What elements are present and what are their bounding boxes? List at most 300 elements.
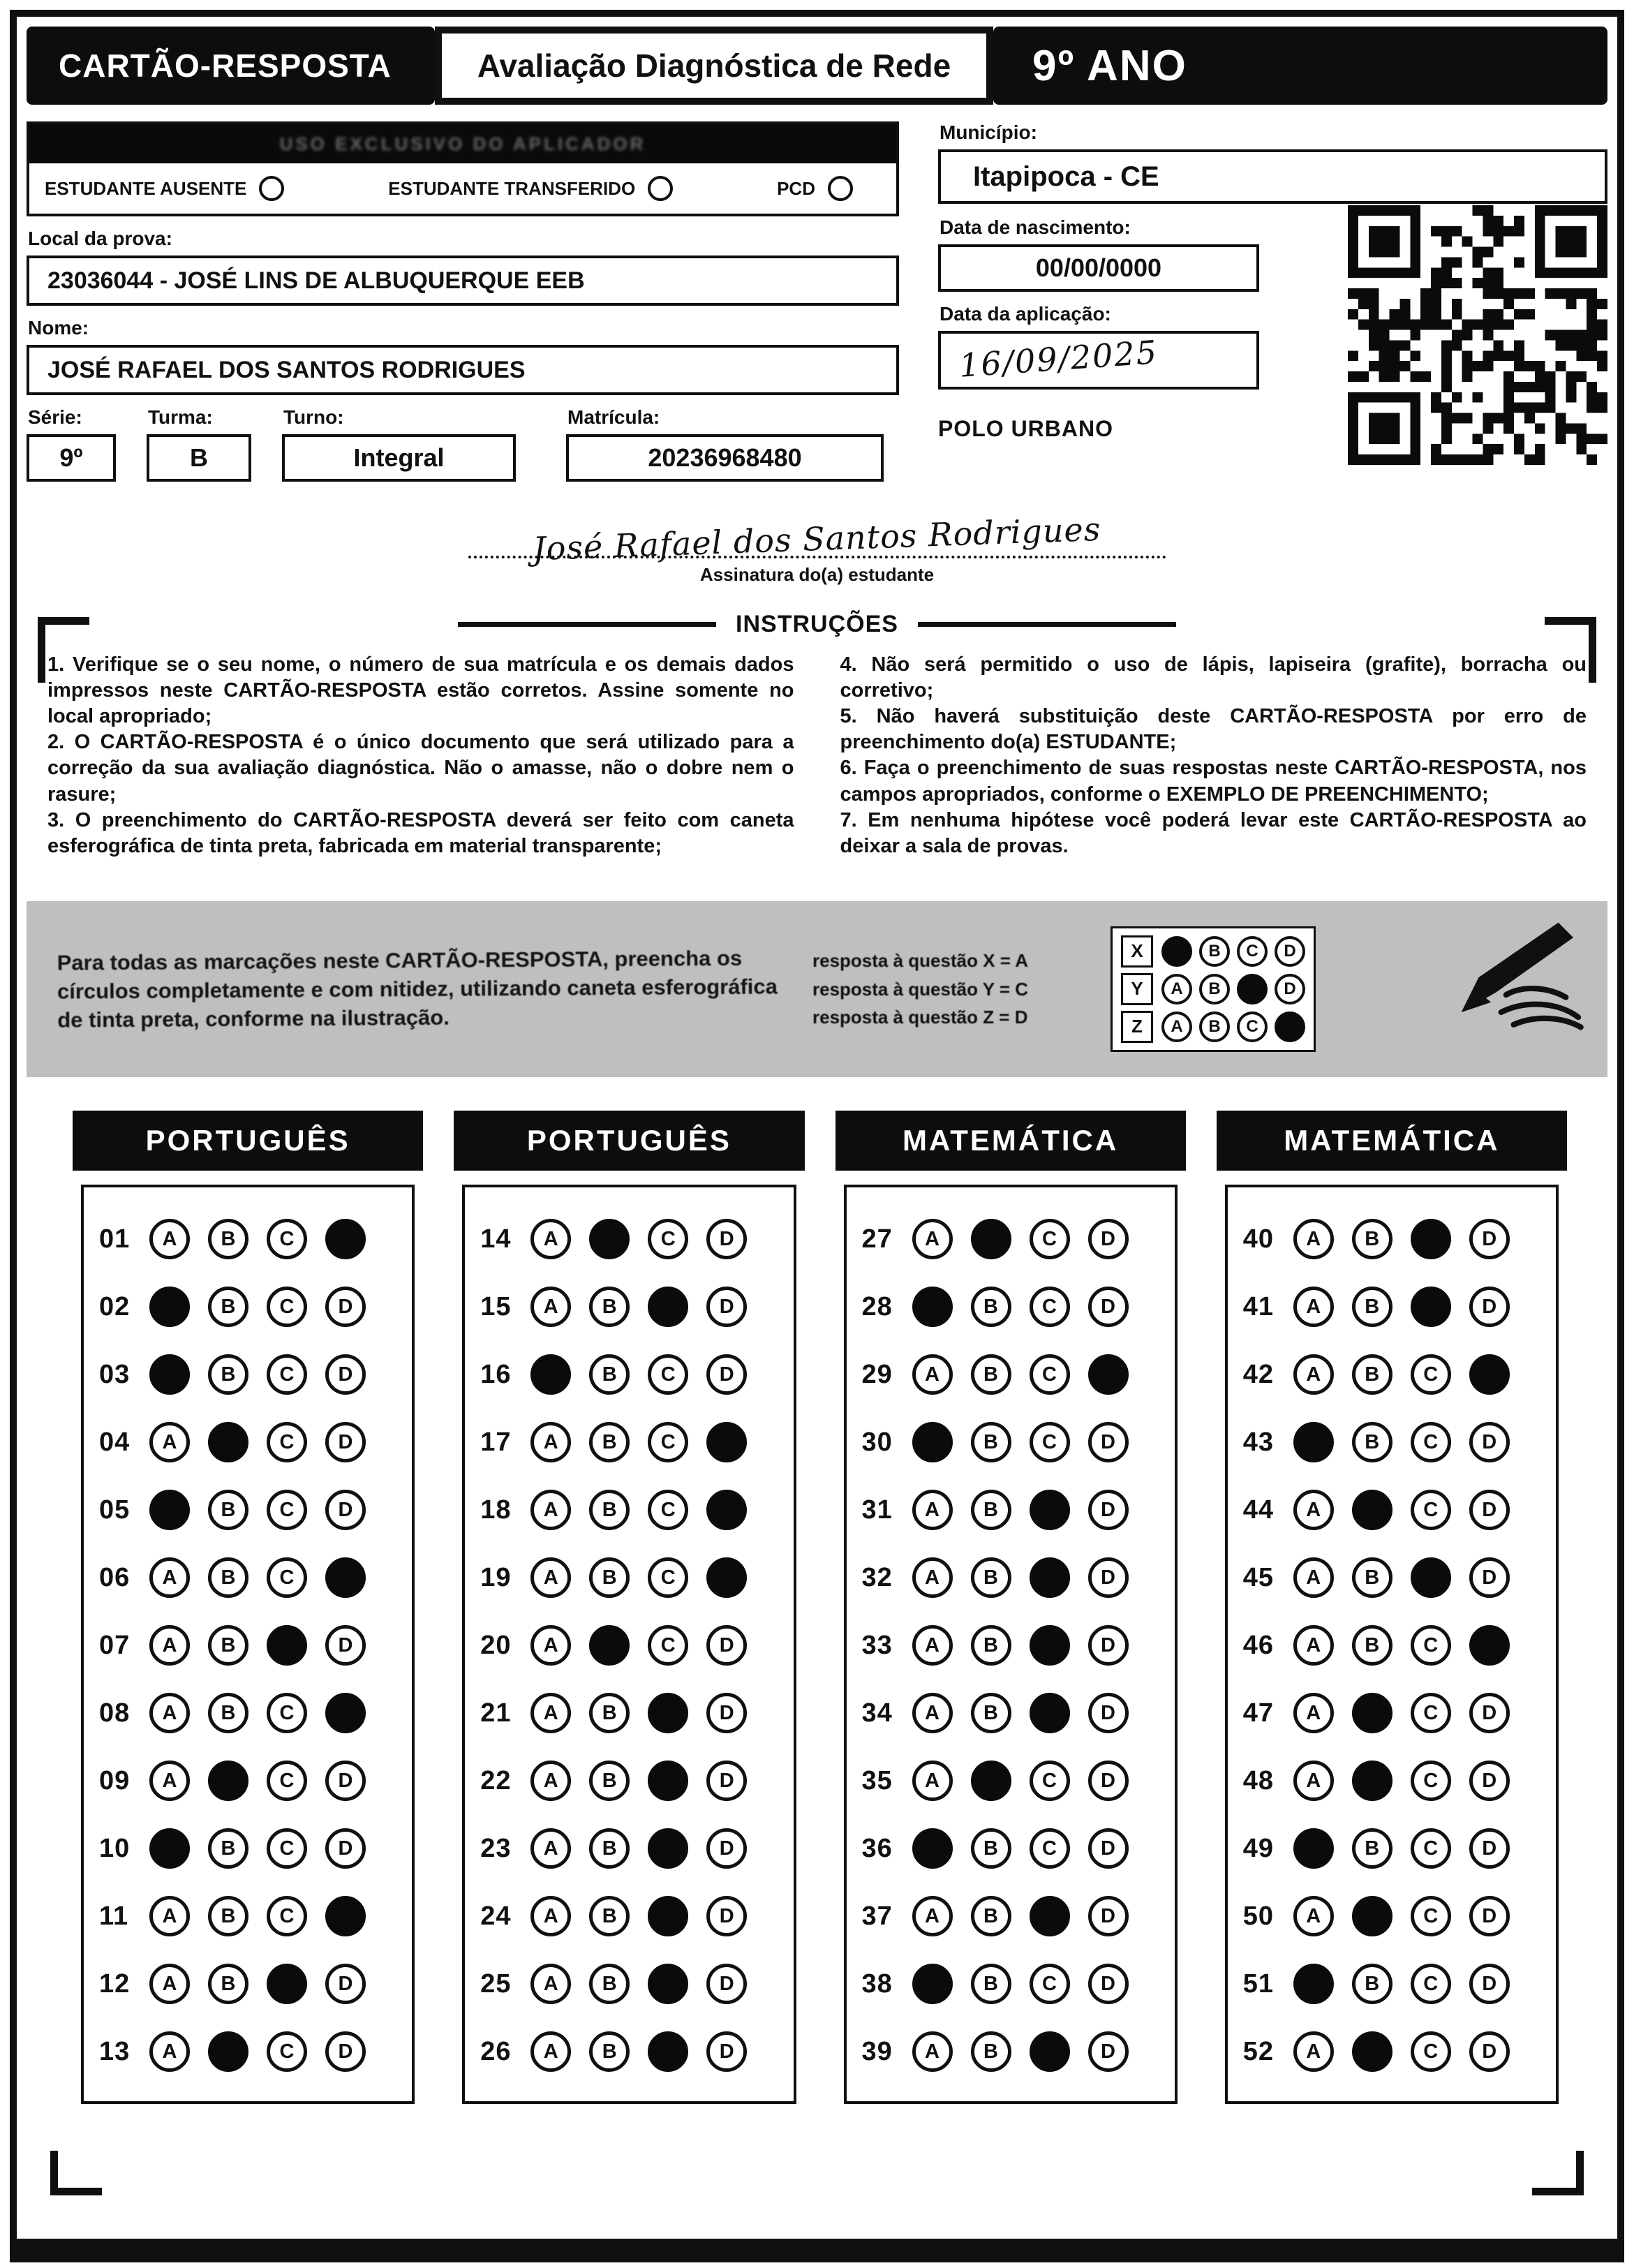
answer-bubble-d[interactable] (325, 1896, 366, 1936)
example-bubble-c (1237, 974, 1268, 1005)
question-row (862, 1883, 1169, 1950)
question-number: 19 (480, 1562, 512, 1592)
answer-bubble-c[interactable]: C (267, 1219, 307, 1259)
question-number: 25 (480, 1969, 512, 1999)
answer-bubble-c[interactable]: C (267, 1422, 307, 1462)
local-field (27, 255, 899, 306)
example-answer-note: resposta à questão Z = D (812, 1007, 1028, 1028)
municipio-value: Itapipoca - CE (973, 161, 1159, 192)
answer-bubble-d[interactable]: D (325, 1828, 366, 1869)
corner-bracket-bottom-right (1532, 2151, 1584, 2195)
answer-bubble-b[interactable] (208, 2031, 248, 2072)
answer-bubble-d[interactable]: D (706, 1761, 747, 1801)
matricula-value: 20236968480 (648, 443, 802, 472)
answer-bubble-c[interactable]: C (1030, 1287, 1070, 1327)
question-number: 30 (861, 1427, 893, 1457)
answer-bubble-d[interactable] (706, 1422, 747, 1462)
nome-label: Nome: (28, 317, 89, 339)
answer-bubble-b[interactable]: B (1352, 1625, 1392, 1666)
answer-bubble-d[interactable]: D (325, 2031, 366, 2072)
example-answer-note: resposta à questão Y = C (812, 978, 1029, 1000)
answer-bubble-b[interactable] (971, 1761, 1011, 1801)
question-number: 05 (99, 1495, 131, 1525)
question-row (480, 1273, 787, 1341)
answer-bubble-b[interactable] (1352, 1693, 1392, 1733)
question-number: 37 (861, 1901, 893, 1931)
question-bubbles (912, 1761, 1129, 1801)
answer-bubble-b[interactable]: B (589, 1490, 630, 1530)
answer-bubble-a[interactable]: A (530, 2031, 571, 2072)
fill-example-text: Para todas as marcações neste CARTÃO-RESPOSTA, preencha os círculos completamente e com nitidez, utilizando caneta esferográfica de tinta preta, conforme na ilustração. (57, 945, 778, 1032)
answer-bubble-b[interactable]: B (971, 1693, 1011, 1733)
question-number: 21 (480, 1698, 512, 1728)
answer-bubble-a[interactable]: A (149, 1964, 190, 2004)
question-number: 16 (480, 1359, 512, 1389)
answer-bubble-d[interactable]: D (1469, 1828, 1510, 1869)
answer-bubble-b[interactable]: B (208, 1964, 248, 2004)
answer-bubble-d[interactable]: D (706, 1896, 747, 1936)
answer-bubble-d[interactable] (706, 1490, 747, 1530)
answer-bubble-b[interactable]: B (589, 1354, 630, 1395)
answer-bubble-c[interactable]: C (1411, 1896, 1451, 1936)
status-option-bubble[interactable] (259, 176, 284, 201)
question-number: 38 (861, 1969, 893, 1999)
answer-bubble-d[interactable]: D (706, 1354, 747, 1395)
example-bubble-d: D (1275, 974, 1305, 1005)
answer-bubble-d[interactable]: D (1469, 1557, 1510, 1598)
answer-bubble-a[interactable]: A (1293, 1625, 1334, 1666)
answer-bubble-a[interactable]: A (1293, 1896, 1334, 1936)
answer-bubble-a[interactable] (149, 1490, 190, 1530)
answer-bubble-c[interactable] (267, 1625, 307, 1666)
instruction-item: 5. Não haverá substituição deste CARTÃO-RESPOSTA por erro de preenchimento do(a) ESTUDANTE; (840, 705, 1587, 754)
answer-bubble-b[interactable]: B (208, 1896, 248, 1936)
answer-bubble-c[interactable] (1411, 1557, 1451, 1598)
answer-bubble-c[interactable]: C (1030, 1828, 1070, 1869)
answer-bubble-d[interactable] (325, 1557, 366, 1598)
question-bubbles (1293, 1964, 1510, 2004)
answer-bubble-c[interactable]: C (1411, 2031, 1451, 2072)
answer-bubble-d[interactable]: D (706, 1828, 747, 1869)
answer-bubble-a[interactable]: A (912, 1896, 953, 1936)
answer-bubble-c[interactable] (1411, 1287, 1451, 1327)
answer-bubble-c[interactable]: C (267, 1693, 307, 1733)
applicator-box (27, 121, 899, 216)
answer-bubble-b[interactable]: B (971, 1490, 1011, 1530)
question-bubbles (912, 1828, 1129, 1869)
serie-turma-turno-matricula-row (27, 396, 899, 482)
answer-bubble-c[interactable]: C (1411, 1693, 1451, 1733)
answer-bubble-d[interactable]: D (1469, 1287, 1510, 1327)
status-option-label: ESTUDANTE TRANSFERIDO (388, 177, 636, 199)
answer-bubble-a[interactable]: A (1293, 1557, 1334, 1598)
answer-bubble-a[interactable] (912, 1964, 953, 2004)
answer-bubble-b[interactable]: B (208, 1219, 248, 1259)
polo-label: POLO URBANO (938, 416, 1113, 441)
answer-bubble-a[interactable]: A (530, 1219, 571, 1259)
answer-bubble-a[interactable]: A (912, 1625, 953, 1666)
answer-bubble-d[interactable]: D (325, 1761, 366, 1801)
answer-bubble-c[interactable]: C (1030, 1422, 1070, 1462)
answer-bubble-c[interactable]: C (267, 1287, 307, 1327)
answer-bubble-d[interactable]: D (1088, 1828, 1129, 1869)
answer-bubble-a[interactable]: A (912, 1490, 953, 1530)
answer-bubble-a[interactable]: A (530, 1693, 571, 1733)
answer-bubble-a[interactable]: A (149, 1557, 190, 1598)
form-right-column (938, 121, 1607, 482)
answer-bubble-d[interactable]: D (325, 1422, 366, 1462)
answer-bubble-d[interactable]: D (325, 1964, 366, 2004)
answer-bubble-a[interactable]: A (530, 1490, 571, 1530)
answer-bubble-d[interactable] (325, 1219, 366, 1259)
question-bubbles (149, 2031, 366, 2072)
answer-bubble-a[interactable] (149, 1354, 190, 1395)
answer-bubble-b[interactable]: B (971, 1625, 1011, 1666)
question-bubbles (149, 1828, 366, 1869)
answer-grid (1225, 1185, 1559, 2104)
question-row (862, 1341, 1169, 1409)
answer-bubble-d[interactable]: D (706, 1219, 747, 1259)
answer-bubble-d[interactable]: D (1469, 1964, 1510, 2004)
answer-bubble-b[interactable]: B (208, 1693, 248, 1733)
answer-bubble-b[interactable]: B (208, 1354, 248, 1395)
answer-bubble-a[interactable] (149, 1287, 190, 1327)
answer-bubble-b[interactable]: B (589, 1964, 630, 2004)
answer-bubble-a[interactable]: A (149, 1219, 190, 1259)
answer-bubble-c[interactable] (1030, 1490, 1070, 1530)
answer-bubble-a[interactable]: A (912, 1761, 953, 1801)
answer-bubble-c[interactable] (648, 1287, 688, 1327)
answer-bubble-d[interactable] (1469, 1625, 1510, 1666)
answer-bubble-d[interactable]: D (706, 1287, 747, 1327)
answer-bubble-a[interactable]: A (1293, 2031, 1334, 2072)
answer-bubble-d[interactable]: D (325, 1490, 366, 1530)
question-number: 11 (99, 1901, 129, 1931)
question-bubbles (1293, 1896, 1510, 1936)
answer-bubble-a[interactable] (912, 1828, 953, 1869)
example-row-label: Y (1121, 973, 1153, 1005)
example-bubble-b: B (1199, 1011, 1230, 1042)
answer-bubble-b[interactable]: B (589, 1761, 630, 1801)
answer-bubble-d[interactable]: D (1469, 1490, 1510, 1530)
answer-bubble-c[interactable]: C (267, 1557, 307, 1598)
answer-bubble-b[interactable]: B (1352, 1219, 1392, 1259)
answer-bubble-b[interactable]: B (208, 1557, 248, 1598)
answer-bubble-d[interactable]: D (1088, 1557, 1129, 1598)
example-grid (1111, 926, 1316, 1052)
answer-bubble-b[interactable]: B (589, 1896, 630, 1936)
answer-bubble-a[interactable] (1293, 1422, 1334, 1462)
answer-bubble-c[interactable]: C (1030, 1761, 1070, 1801)
answer-bubble-d[interactable]: D (1088, 1693, 1129, 1733)
answer-bubble-c[interactable]: C (1411, 1422, 1451, 1462)
question-number: 44 (1242, 1495, 1275, 1525)
status-option-bubble[interactable] (828, 176, 853, 201)
answer-bubble-b[interactable] (208, 1422, 248, 1462)
answer-bubble-b[interactable]: B (971, 1287, 1011, 1327)
answer-bubble-d[interactable] (325, 1693, 366, 1733)
nascimento-field (938, 244, 1259, 292)
answer-bubble-c[interactable]: C (648, 1557, 688, 1598)
answer-bubble-d[interactable]: D (325, 1625, 366, 1666)
answer-bubble-b[interactable]: B (208, 1625, 248, 1666)
question-bubbles (912, 1287, 1129, 1327)
answer-bubble-b[interactable] (1352, 1490, 1392, 1530)
question-bubbles (1293, 1828, 1510, 1869)
signature-caption: Assinatura do(a) estudante (699, 564, 935, 585)
example-grid-row (1121, 935, 1305, 968)
answer-bubble-c[interactable]: C (648, 1625, 688, 1666)
question-number: 13 (99, 2036, 131, 2066)
answer-bubble-d[interactable]: D (1088, 1761, 1129, 1801)
answer-bubble-b[interactable]: B (589, 1828, 630, 1869)
question-number: 31 (861, 1495, 893, 1525)
serie-field (27, 434, 116, 482)
answer-bubble-d[interactable]: D (1088, 1490, 1129, 1530)
turno-value: Integral (353, 443, 445, 472)
question-row (1243, 1409, 1550, 1476)
answer-bubble-c[interactable]: C (1411, 1828, 1451, 1869)
status-option-bubble[interactable] (648, 176, 673, 201)
answer-bubble-b[interactable]: B (1352, 1557, 1392, 1598)
answer-bubble-b[interactable] (208, 1761, 248, 1801)
answer-bubble-b[interactable]: B (1352, 1422, 1392, 1462)
answer-bubble-d[interactable]: D (706, 1625, 747, 1666)
answer-bubble-c[interactable]: C (1030, 1354, 1070, 1395)
answer-bubble-c[interactable]: C (267, 1490, 307, 1530)
question-row (480, 1883, 787, 1950)
answer-bubble-d[interactable] (1469, 1354, 1510, 1395)
answer-bubble-b[interactable]: B (1352, 1354, 1392, 1395)
answer-bubble-c[interactable]: C (267, 1896, 307, 1936)
answer-bubble-a[interactable]: A (149, 2031, 190, 2072)
answer-bubble-a[interactable]: A (530, 1557, 571, 1598)
answer-bubble-d[interactable]: D (706, 2031, 747, 2072)
answer-bubble-b[interactable] (1352, 2031, 1392, 2072)
answer-bubble-a[interactable]: A (530, 1964, 571, 2004)
answer-bubble-c[interactable] (1411, 1219, 1451, 1259)
question-number: 26 (480, 2036, 512, 2066)
answer-bubble-d[interactable]: D (1088, 1422, 1129, 1462)
answer-section-title: MATEMÁTICA (1217, 1111, 1567, 1171)
answer-bubble-a[interactable]: A (530, 1828, 571, 1869)
answer-bubble-a[interactable] (1293, 1828, 1334, 1869)
answer-bubble-b[interactable]: B (1352, 1287, 1392, 1327)
answer-bubble-b[interactable]: B (971, 1964, 1011, 2004)
answer-bubble-a[interactable]: A (149, 1896, 190, 1936)
answer-bubble-d[interactable]: D (1469, 1422, 1510, 1462)
answer-bubble-d[interactable]: D (706, 1964, 747, 2004)
answer-bubble-a[interactable]: A (530, 1896, 571, 1936)
dates-and-qr (938, 205, 1607, 465)
question-number: 34 (861, 1698, 893, 1728)
local-label: Local da prova: (28, 228, 172, 249)
answer-bubble-b[interactable] (971, 1219, 1011, 1259)
answer-grid (81, 1185, 415, 2104)
answer-bubble-d[interactable] (706, 1557, 747, 1598)
answer-bubble-b[interactable]: B (971, 1828, 1011, 1869)
answer-bubble-d[interactable]: D (1088, 1896, 1129, 1936)
question-bubbles (149, 1557, 366, 1598)
answer-bubble-c[interactable] (1030, 2031, 1070, 2072)
answer-bubble-d[interactable]: D (1088, 1219, 1129, 1259)
answer-bubble-d[interactable]: D (325, 1287, 366, 1327)
question-number: 52 (1242, 2036, 1275, 2066)
question-row (862, 1476, 1169, 1544)
answer-bubble-b[interactable]: B (589, 1693, 630, 1733)
question-row (1243, 1950, 1550, 2018)
question-bubbles (149, 1964, 366, 2004)
answer-bubble-d[interactable]: D (1088, 1625, 1129, 1666)
answer-bubble-c[interactable] (648, 1896, 688, 1936)
answer-bubble-d[interactable]: D (1469, 1896, 1510, 1936)
answer-bubble-a[interactable]: A (530, 1287, 571, 1327)
answer-bubble-c[interactable]: C (1411, 1625, 1451, 1666)
answer-bubble-d[interactable]: D (706, 1693, 747, 1733)
answer-bubble-a[interactable]: A (1293, 1490, 1334, 1530)
answer-bubble-c[interactable]: C (1411, 1354, 1451, 1395)
question-bubbles (149, 1693, 366, 1733)
answer-bubble-b[interactable]: B (971, 1354, 1011, 1395)
answer-bubble-b[interactable]: B (208, 1287, 248, 1327)
answer-bubble-c[interactable] (648, 1761, 688, 1801)
question-bubbles (1293, 1693, 1510, 1733)
answer-bubble-c[interactable]: C (648, 1422, 688, 1462)
answer-bubble-b[interactable] (1352, 1896, 1392, 1936)
answer-bubble-d[interactable] (1088, 1354, 1129, 1395)
answer-bubble-c[interactable] (648, 2031, 688, 2072)
serie-value: 9º (59, 443, 83, 472)
student-signature-handwriting: José Rafael dos Santos Rodrigues (532, 510, 1102, 568)
answer-bubble-d[interactable]: D (1088, 1287, 1129, 1327)
answer-bubble-a[interactable] (1293, 1964, 1334, 2004)
answer-bubble-d[interactable]: D (1469, 1761, 1510, 1801)
answer-bubble-c[interactable]: C (648, 1354, 688, 1395)
answer-bubble-c[interactable]: C (1411, 1490, 1451, 1530)
instruction-item: 4. Não será permitido o uso de lápis, lapiseira (grafite), borracha ou corretivo; (840, 653, 1587, 702)
question-row (1243, 1273, 1550, 1341)
turma-label: Turma: (148, 406, 213, 428)
answer-bubble-c[interactable]: C (267, 1828, 307, 1869)
answer-bubble-a[interactable] (149, 1828, 190, 1869)
answer-bubble-a[interactable]: A (1293, 1219, 1334, 1259)
answer-bubble-c[interactable]: C (267, 1761, 307, 1801)
answer-bubble-c[interactable] (1030, 1557, 1070, 1598)
turno-label: Turno: (283, 406, 344, 428)
answer-bubble-c[interactable]: C (1411, 1761, 1451, 1801)
answer-sections (73, 1111, 1567, 2104)
answer-bubble-a[interactable] (530, 1354, 571, 1395)
answer-bubble-a[interactable]: A (149, 1422, 190, 1462)
answer-bubble-d[interactable]: D (325, 1354, 366, 1395)
aplicacao-field (938, 331, 1259, 390)
answer-bubble-a[interactable]: A (912, 2031, 953, 2072)
question-number: 15 (480, 1291, 512, 1321)
answer-bubble-b[interactable]: B (971, 1557, 1011, 1598)
municipio-label: Município: (939, 121, 1037, 143)
answer-bubble-b[interactable] (589, 1219, 630, 1259)
answer-bubble-c[interactable]: C (1030, 1219, 1070, 1259)
answer-bubble-a[interactable]: A (530, 1422, 571, 1462)
answer-bubble-a[interactable]: A (912, 1693, 953, 1733)
example-row-label: X (1121, 935, 1153, 968)
answer-bubble-b[interactable]: B (971, 1422, 1011, 1462)
answer-bubble-c[interactable] (648, 1964, 688, 2004)
answer-bubble-c[interactable]: C (648, 1219, 688, 1259)
answer-bubble-c[interactable]: C (1411, 1964, 1451, 2004)
answer-bubble-c[interactable] (1030, 1896, 1070, 1936)
answer-bubble-c[interactable] (1030, 1693, 1070, 1733)
answer-bubble-b[interactable] (589, 1625, 630, 1666)
answer-bubble-d[interactable]: D (1469, 2031, 1510, 2072)
question-row (862, 1612, 1169, 1680)
signature-line (468, 510, 1166, 568)
answer-bubble-b[interactable]: B (589, 2031, 630, 2072)
answer-bubble-a[interactable]: A (1293, 1693, 1334, 1733)
answer-bubble-a[interactable]: A (149, 1625, 190, 1666)
answer-bubble-a[interactable]: A (530, 1625, 571, 1666)
question-row (862, 1747, 1169, 1815)
answer-bubble-c[interactable] (648, 1693, 688, 1733)
answer-bubble-a[interactable]: A (149, 1761, 190, 1801)
question-row (1243, 1544, 1550, 1612)
question-row (99, 1409, 406, 1476)
answer-bubble-a[interactable]: A (149, 1693, 190, 1733)
question-number: 06 (99, 1562, 131, 1592)
answer-bubble-d[interactable]: D (1088, 2031, 1129, 2072)
answer-bubble-b[interactable]: B (971, 1896, 1011, 1936)
question-bubbles (530, 1693, 747, 1733)
answer-bubble-d[interactable]: D (1469, 1693, 1510, 1733)
answer-bubble-c[interactable]: C (267, 2031, 307, 2072)
answer-bubble-b[interactable] (1352, 1761, 1392, 1801)
answer-bubble-b[interactable]: B (1352, 1828, 1392, 1869)
question-number: 12 (99, 1969, 131, 1999)
answer-bubble-d[interactable]: D (1469, 1219, 1510, 1259)
answer-bubble-b[interactable]: B (208, 1828, 248, 1869)
answer-bubble-a[interactable]: A (530, 1761, 571, 1801)
answer-bubble-a[interactable]: A (912, 1354, 953, 1395)
answer-bubble-c[interactable] (1030, 1625, 1070, 1666)
answer-bubble-a[interactable]: A (1293, 1287, 1334, 1327)
answer-bubble-d[interactable]: D (1088, 1964, 1129, 2004)
answer-bubble-a[interactable]: A (912, 1219, 953, 1259)
answer-bubble-a[interactable]: A (1293, 1354, 1334, 1395)
answer-bubble-b[interactable]: B (589, 1422, 630, 1462)
answer-bubble-a[interactable] (912, 1287, 953, 1327)
answer-bubble-b[interactable]: B (589, 1287, 630, 1327)
turma-value: B (190, 443, 208, 472)
answer-bubble-a[interactable]: A (1293, 1761, 1334, 1801)
question-number: 22 (480, 1765, 512, 1795)
question-row (99, 1544, 406, 1612)
corner-bracket-bottom-left (50, 2151, 102, 2195)
answer-bubble-c[interactable]: C (1030, 1964, 1070, 2004)
answer-bubble-b[interactable]: B (971, 2031, 1011, 2072)
answer-bubble-b[interactable]: B (1352, 1964, 1392, 2004)
question-row (1243, 1612, 1550, 1680)
answer-bubble-a[interactable]: A (912, 1557, 953, 1598)
answer-bubble-c[interactable] (267, 1964, 307, 2004)
example-grid-row (1121, 1011, 1305, 1043)
answer-bubble-b[interactable]: B (208, 1490, 248, 1530)
answer-bubble-c[interactable] (648, 1828, 688, 1869)
answer-bubble-a[interactable] (912, 1422, 953, 1462)
answer-bubble-b[interactable]: B (589, 1557, 630, 1598)
answer-bubble-c[interactable]: C (267, 1354, 307, 1395)
answer-bubble-c[interactable]: C (648, 1490, 688, 1530)
question-number: 41 (1242, 1291, 1275, 1321)
